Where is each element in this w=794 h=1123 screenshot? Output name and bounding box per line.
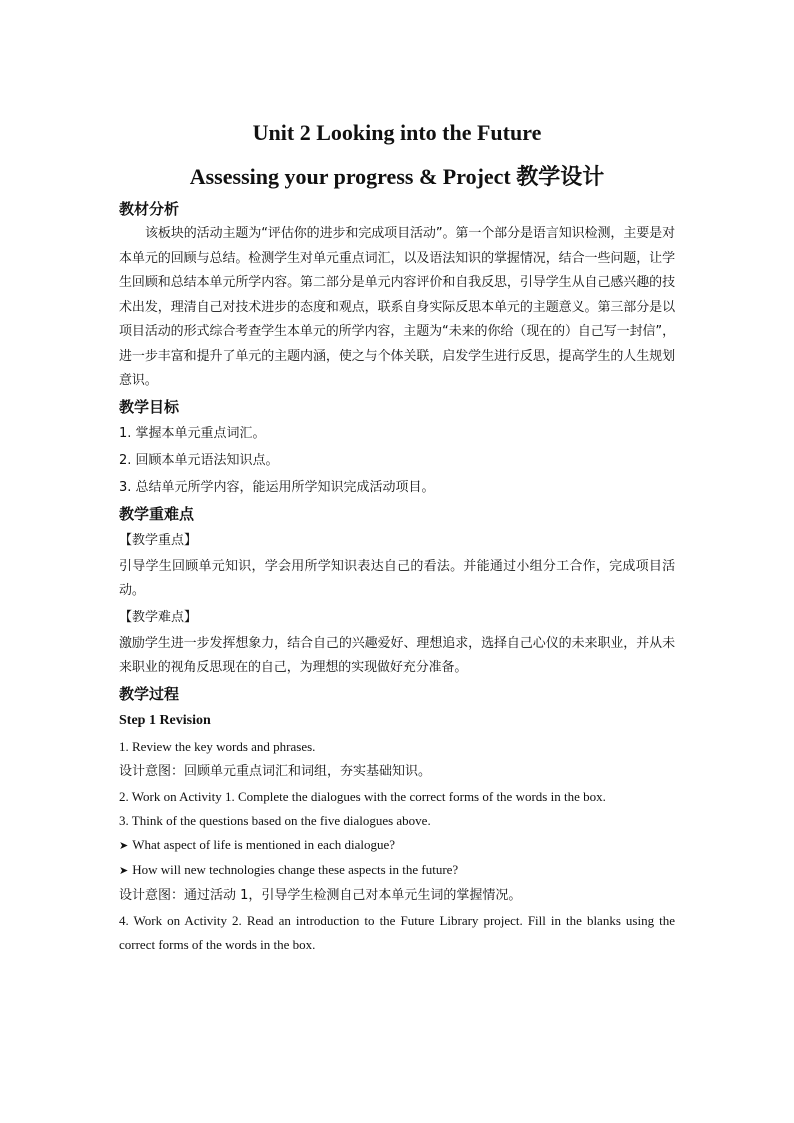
objective-item: 1. 掌握本单元重点词汇。 (119, 425, 266, 441)
step-heading: Step 1 Revision (119, 712, 211, 728)
arrow-bullet-icon: ➤ (119, 863, 129, 877)
focus-paragraph: 引导学生回顾单元知识，学会用所学知识表达自己的看法。并能通过小组分工合作，完成项目活动。 (119, 558, 675, 598)
focus-label: 【教学重点】 (119, 532, 198, 548)
bullet-item (119, 833, 675, 858)
document-page (119, 118, 675, 957)
design-intent: 设计意图：回顾单元重点词汇和词组，夯实基础知识。 (119, 763, 432, 779)
process-line: 1. Review the key words and phrases. (119, 738, 316, 754)
section-heading-key-points: 教学重难点 (119, 504, 195, 523)
process-line: 4. Work on Activity 2. Read an introduction to the Future Library project. Fill in the blanks using the correct forms of the words in the box. (119, 912, 675, 952)
section-heading-analysis: 教材分析 (119, 200, 180, 218)
objective-item: 2. 回顾本单元语法知识点。 (119, 452, 279, 468)
process-line: 2. Work on Activity 1. Complete the dialogues with the correct forms of the words in the box. (119, 788, 606, 804)
document-subtitle: Assessing your progress & Project 教学设计 (189, 164, 605, 189)
objective-item: 3. 总结单元所学内容，能运用所学知识完成活动项目。 (119, 479, 435, 495)
document-title: Unit 2 Looking into the Future (252, 120, 542, 145)
difficulty-label: 【教学难点】 (119, 609, 198, 625)
process-line: 3. Think of the questions based on the five dialogues above. (119, 812, 431, 828)
design-intent: 设计意图：通过活动 1，引导学生检测自己对本单元生词的掌握情况。 (119, 887, 522, 903)
difficulty-paragraph: 激励学生进一步发挥想象力，结合自己的兴趣爱好、理想追求，选择自己心仪的未来职业，并从未来职业的视角反思现在的自己，为理想的实现做好充分准备。 (119, 635, 675, 675)
section-heading-objectives: 教学目标 (119, 397, 180, 416)
bullet-text: How will new technologies change these aspects in the future? (132, 861, 459, 877)
bullet-text: What aspect of life is mentioned in each dialogue? (132, 836, 396, 852)
bullet-item (119, 858, 675, 883)
section-heading-process: 教学过程 (119, 684, 180, 703)
arrow-bullet-icon: ➤ (119, 838, 129, 852)
analysis-paragraph: 该板块的活动主题为“评估你的进步和完成项目活动”。第一个部分是语言知识检测，主要是对本单元的回顾与总结。检测学生对单元重点词汇，以及语法知识的掌握情况，结合一些问题，让学生回顾和总结本单元所学内容。第二部分是单元内容评价和自我反思，引导学生从自己感兴趣的技术出发，理清自己对技术进步的态度和观点，联系自身实际反思本单元的主题意义。第三部分是以项目活动的形式综合考查学生本单元的所学内容，主题为“未来的你给（现在的）自己写一封信”，进一步丰富和提升了单元的主题内涵，使之与个体关联，启发学生进行反思，提高学生的人生规划意识。 (119, 226, 675, 388)
